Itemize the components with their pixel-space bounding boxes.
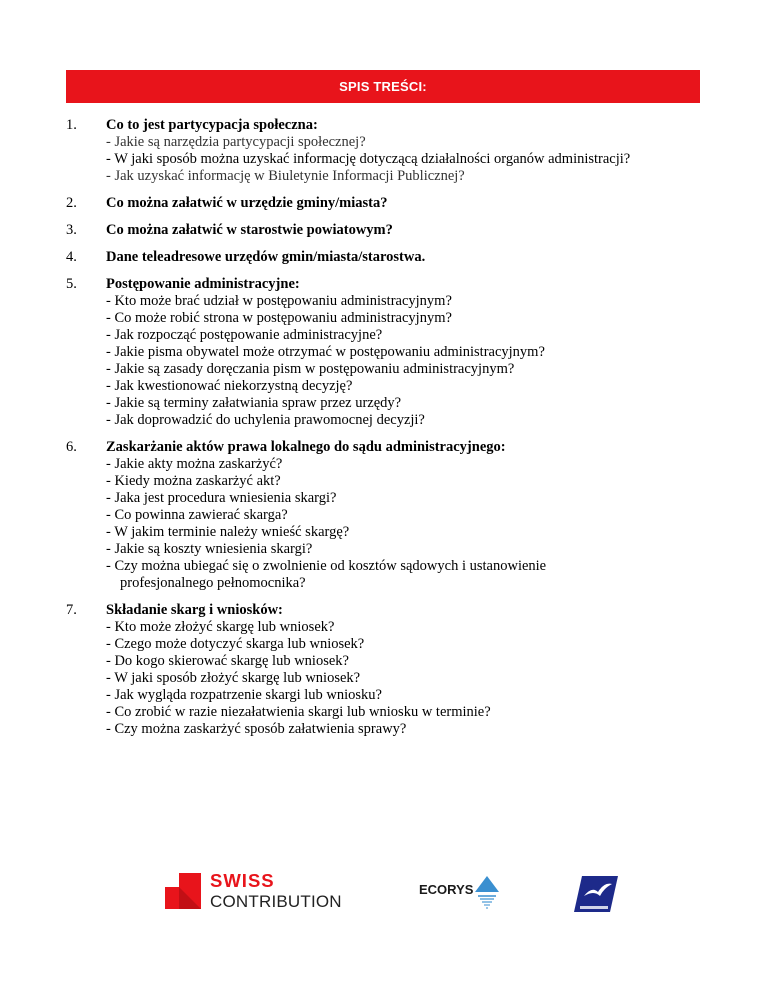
- toc-item-1: [66, 117, 706, 185]
- toc-subitem: - Co zrobić w razie niezałatwienia skargi lub wniosku w terminie?: [106, 704, 491, 720]
- toc-item-number: 2.: [66, 195, 77, 211]
- toc-item-title: Dane teleadresowe urzędów gmin/miasta/starostwa.: [106, 249, 426, 265]
- toc-subitem: - Jak wygląda rozpatrzenie skargi lub wniosku?: [106, 687, 382, 703]
- toc-subitem: - Kto może brać udział w postępowaniu administracyjnym?: [106, 293, 452, 309]
- seagull-emblem-icon: [574, 874, 618, 914]
- toc-item-number: 3.: [66, 222, 77, 238]
- footer-logos: [0, 860, 768, 960]
- toc-subitem: - Co powinna zawierać skarga?: [106, 507, 288, 523]
- toc-subitem: - Do kogo skierować skargę lub wniosek?: [106, 653, 349, 669]
- toc-subitem: - Czego może dotyczyć skarga lub wniosek?: [106, 636, 365, 652]
- toc-subitem: - Jak rozpocząć postępowanie administracyjne?: [106, 327, 383, 343]
- toc-subitem: - Jak kwestionować niekorzystną decyzję?: [106, 378, 353, 394]
- toc-subitem: - Jakie są terminy załatwiania spraw przez urzędy?: [106, 395, 402, 411]
- toc-subitem: - Czy można zaskarżyć sposób załatwienia sprawy?: [106, 721, 407, 737]
- toc-subitem: - W jakim terminie należy wnieść skargę?: [106, 524, 350, 540]
- toc-subitem: - Jak uzyskać informację w Biuletynie Informacji Publicznej?: [106, 168, 465, 184]
- toc-subitem: - Jakie są koszty wniesienia skargi?: [106, 541, 313, 557]
- toc-subitem: - W jaki sposób złożyć skargę lub wniosek?: [106, 670, 361, 686]
- toc-item-title: Co można załatwić w starostwie powiatowym?: [106, 222, 393, 238]
- toc-subitem: - Czy można ubiegać się o zwolnienie od kosztów sądowych i ustanowienie: [106, 558, 547, 574]
- toc-item-5: [66, 276, 706, 429]
- toc-item-title: Postępowanie administracyjne:: [106, 276, 300, 292]
- toc-subitem: - Jakie pisma obywatel może otrzymać w postępowaniu administracyjnym?: [106, 344, 545, 360]
- toc-subitem: - Kto może złożyć skargę lub wniosek?: [106, 619, 335, 635]
- toc-subitem-continuation: profesjonalnego pełnomocnika?: [120, 575, 306, 591]
- swiss-logo-line1: SWISS: [210, 870, 275, 891]
- toc-subitem: - Co może robić strona w postępowaniu administracyjnym?: [106, 310, 452, 326]
- ecorys-logo-text: ECORYS: [419, 882, 474, 897]
- toc-subitem: - Kiedy można zaskarżyć akt?: [106, 473, 281, 489]
- swiss-contribution-logo: [165, 872, 342, 910]
- toc-subitem: - Jak doprowadzić do uchylenia prawomocnej decyzji?: [106, 412, 425, 428]
- toc-item-title: Co to jest partycypacja społeczna:: [106, 117, 318, 133]
- toc-subitem: - Jakie akty można zaskarżyć?: [106, 456, 283, 472]
- ecorys-logo: [419, 876, 499, 912]
- toc-item-number: 1.: [66, 117, 77, 133]
- toc-item-number: 5.: [66, 276, 77, 292]
- toc-subitem: - Jakie są zasady doręczania pism w postępowaniu administracyjnym?: [106, 361, 515, 377]
- toc-item-title: Składanie skarg i wniosków:: [106, 602, 283, 618]
- toc-header-bar: [66, 70, 700, 103]
- toc-item-2: [66, 195, 706, 212]
- toc-item-number: 7.: [66, 602, 77, 618]
- toc-item-number: 4.: [66, 249, 77, 265]
- swiss-contribution-icon: [165, 873, 201, 909]
- toc-subitem: - Jaka jest procedura wniesienia skargi?: [106, 490, 337, 506]
- table-of-contents: [66, 117, 706, 748]
- toc-item-3: [66, 222, 706, 239]
- toc-item-7: [66, 602, 706, 738]
- ecorys-triangle-icon: [475, 876, 499, 912]
- swiss-logo-line2: CONTRIBUTION: [210, 891, 342, 911]
- toc-subitem: - W jaki sposób można uzyskać informację dotyczącą działalności organów administracji?: [106, 151, 631, 167]
- toc-header-title: SPIS TREŚCI:: [339, 79, 427, 94]
- toc-item-6: [66, 439, 706, 592]
- toc-item-4: [66, 249, 706, 266]
- toc-item-title: Zaskarżanie aktów prawa lokalnego do sądu administracyjnego:: [106, 439, 506, 455]
- toc-item-number: 6.: [66, 439, 77, 455]
- toc-subitem: - Jakie są narzędzia partycypacji społecznej?: [106, 134, 366, 150]
- toc-item-title: Co można załatwić w urzędzie gminy/miasta?: [106, 195, 388, 211]
